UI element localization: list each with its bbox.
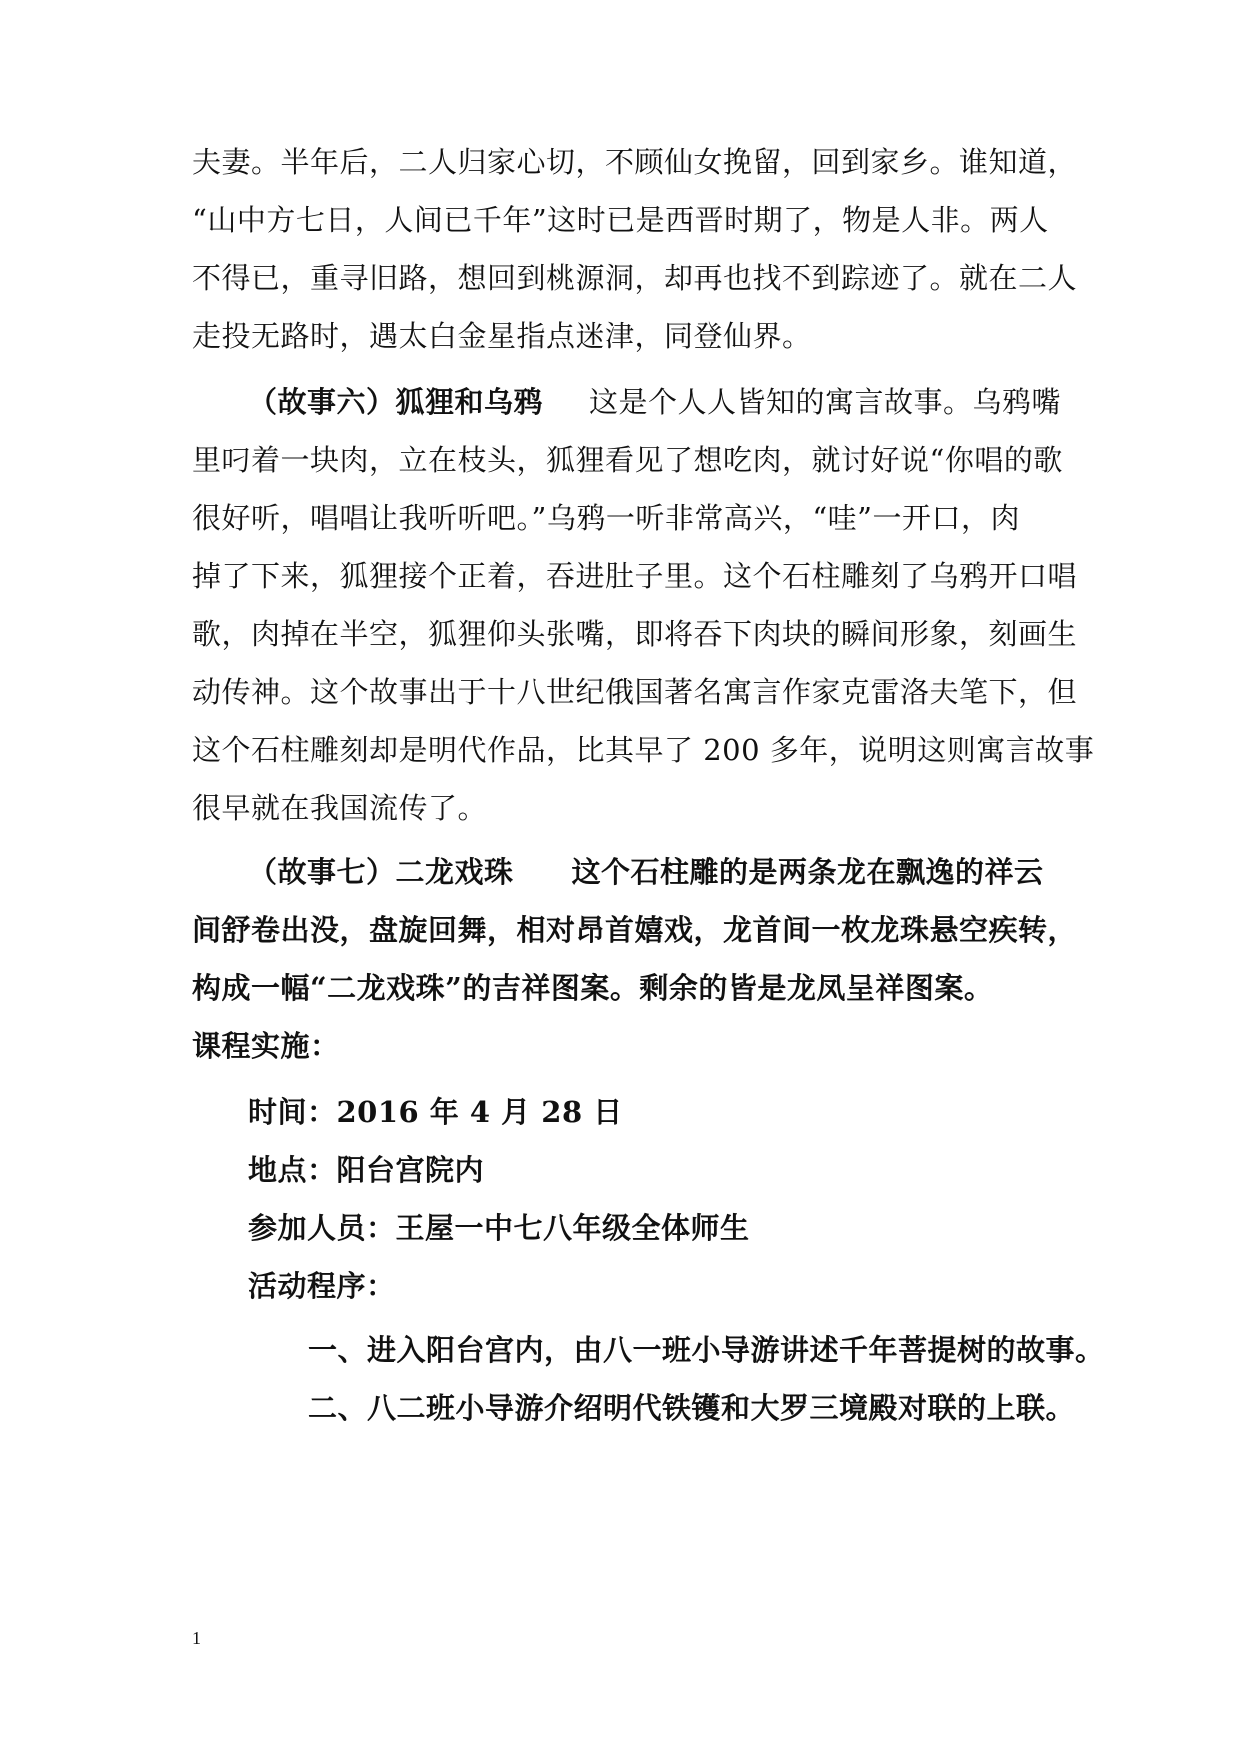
story7-first-line	[248, 852, 1044, 892]
paragraph-line-2: “山中方七日，人间已千年”这时已是西晋时期了，物是人非。两人	[192, 203, 1049, 237]
story6-line-2: 很好听，唱唱让我听听吧。”乌鸦一听非常高兴，“哇”一开口，肉	[192, 501, 1020, 535]
course-heading: 课程实施：	[192, 1029, 340, 1063]
procedure-step-1: 一、进入阳台宫内，由八一班小导游讲述千年菩提树的故事。	[308, 1333, 1105, 1367]
story6-first-line-text: 这是个人人皆知的寓言故事。乌鸦嘴	[589, 385, 1062, 419]
course-participants: 参加人员：王屋一中七八年级全体师生	[248, 1211, 750, 1245]
story6-line-5: 动传神。这个故事出于十八世纪俄国著名寓言作家克雷洛夫笔下，但	[192, 675, 1078, 709]
paragraph-line-4: 走投无路时，遇太白金星指点迷津，同登仙界。	[192, 319, 812, 353]
procedure-heading: 活动程序：	[248, 1269, 396, 1303]
story7-line-1: 间舒卷出没，盘旋回舞，相对昂首嬉戏，龙首间一枚龙珠悬空疾转，	[192, 913, 1078, 947]
story6-line-1: 里叼着一块肉，立在枝头，狐狸看见了想吃肉，就讨好说“你唱的歌	[192, 443, 1063, 477]
story6-line-7: 很早就在我国流传了。	[192, 791, 488, 825]
paragraph-line-1: 夫妻。半年后，二人归家心切，不顾仙女挽留，回到家乡。谁知道，	[192, 145, 1078, 179]
procedure-step-2: 二、八二班小导游介绍明代铁镬和大罗三境殿对联的上联。	[308, 1391, 1076, 1425]
story7-first-line-text: 这个石柱雕的是两条龙在飘逸的祥云	[571, 855, 1044, 889]
story6-line-6: 这个石柱雕刻却是明代作品，比其早了 200 多年，说明这则寓言故事	[192, 733, 1095, 767]
story7-line-2: 构成一幅“二龙戏珠”的吉祥图案。剩余的皆是龙凤呈祥图案。	[192, 971, 994, 1005]
story7-title: （故事七）二龙戏珠	[248, 855, 514, 889]
story6-line-3: 掉了下来，狐狸接个正着，吞进肚子里。这个石柱雕刻了乌鸦开口唱	[192, 559, 1078, 593]
story6-line-4: 歌，肉掉在半空，狐狸仰头张嘴，即将吞下肉块的瞬间形象，刻画生	[192, 617, 1078, 651]
course-place: 地点：阳台宫院内	[248, 1153, 485, 1187]
paragraph-line-3: 不得已，重寻旧路，想回到桃源洞，却再也找不到踪迹了。就在二人	[192, 261, 1078, 295]
page-number: 1	[192, 1628, 201, 1648]
course-time: 时间：2016 年 4 月 28 日	[248, 1095, 623, 1129]
story6-first-line	[248, 382, 1061, 422]
story6-title: （故事六）狐狸和乌鸦	[248, 385, 544, 419]
